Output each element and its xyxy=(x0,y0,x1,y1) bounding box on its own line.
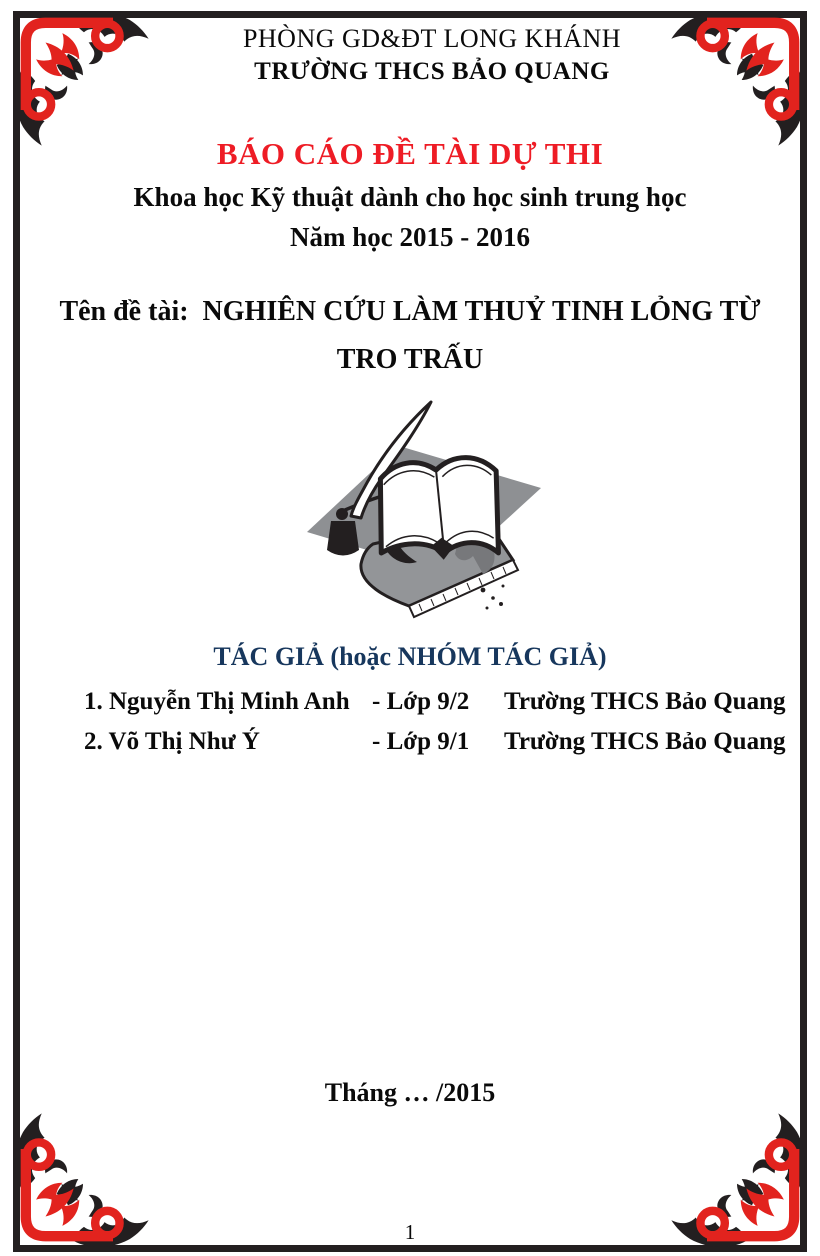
topic-title xyxy=(0,288,820,384)
tassel-bell xyxy=(327,521,359,556)
report-date: Tháng … /2015 xyxy=(324,1078,496,1107)
report-subtitle: Khoa học Kỹ thuật dành cho học sinh trung học xyxy=(133,182,687,212)
report-title: BÁO CÁO ĐỀ TÀI DỰ THI xyxy=(216,136,604,171)
author-name: 1. Nguyễn Thị Minh Anh xyxy=(84,688,350,715)
author-name: 2. Võ Thị Như Ý xyxy=(84,728,260,755)
school-name: TRƯỜNG THCS BẢO QUANG xyxy=(254,58,610,85)
ink-speckles xyxy=(481,585,505,610)
topic-line2: TRO TRẤU xyxy=(336,344,484,375)
author-school: Trường THCS Bảo Quang xyxy=(504,688,786,715)
school-year: Năm học 2015 - 2016 xyxy=(290,222,530,252)
authors-list xyxy=(84,682,785,762)
graduation-cap-book-quill-illustration xyxy=(287,398,555,624)
author-class: - Lớp 9/2 xyxy=(372,688,470,715)
author-row xyxy=(84,722,785,762)
author-school: Trường THCS Bảo Quang xyxy=(504,728,786,755)
topic-label: Tên đề tài: xyxy=(59,296,189,327)
department-name: PHÒNG GD&ĐT LONG KHÁNH xyxy=(242,24,622,53)
tassel-knob xyxy=(336,508,348,520)
author-row xyxy=(84,682,785,722)
author-class: - Lớp 9/1 xyxy=(372,728,470,755)
authors-heading: TÁC GIẢ (hoặc NHÓM TÁC GIẢ) xyxy=(213,642,607,671)
topic-line1: NGHIÊN CỨU LÀM THUỶ TINH LỎNG TỪ xyxy=(202,296,761,327)
page-number: 1 xyxy=(404,1220,416,1244)
